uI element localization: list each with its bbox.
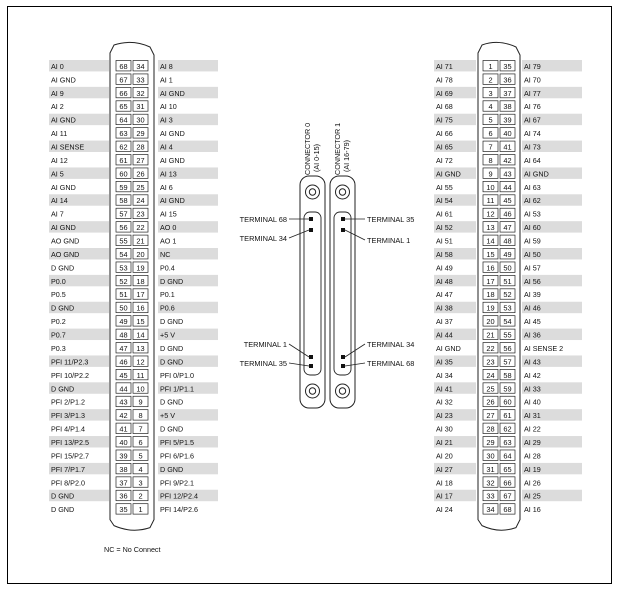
connector0-signal-right: P0.1 [160, 290, 175, 300]
connector0-pin-number: 22 [136, 223, 145, 233]
connector1-signal-right: AI 77 [524, 88, 541, 98]
connector0-signal-left: AO GND [51, 249, 80, 259]
connector0-pin-number: 66 [119, 88, 128, 98]
connector1-pin-number: 36 [503, 75, 512, 85]
connector1-signal-right: AI 74 [524, 129, 541, 139]
connector0-signal-left: AI SENSE [51, 142, 85, 152]
connector1-pin-number: 20 [486, 317, 495, 327]
connector1-pin-number: 26 [486, 397, 495, 407]
connector1-signal-left: AI 20 [436, 451, 453, 461]
connector1-signal-left: AI 49 [436, 263, 453, 273]
connector1-pin-number: 19 [486, 303, 495, 313]
connector1-signal-right: AI 70 [524, 75, 541, 85]
connector0-signal-left: AI 9 [51, 88, 64, 98]
connector1-pin-number: 53 [503, 303, 512, 313]
connector0-signal-left: AI 12 [51, 155, 68, 165]
connector1-signal-right: AI 36 [524, 330, 541, 340]
connector1-signal-left: AI 24 [436, 505, 453, 515]
connector0-signal-right: AI GND [160, 196, 185, 206]
connector1-pin-number: 9 [488, 169, 493, 179]
connector0-pin-number: 26 [136, 169, 145, 179]
connector1-signal-right: AI 56 [524, 276, 541, 286]
connector1-signal-right: AI 60 [524, 223, 541, 233]
connector0-signal-right: P0.6 [160, 303, 175, 313]
connector0-signal-left: P0.0 [51, 276, 66, 286]
connector0-pin-number: 24 [136, 196, 145, 206]
connector0-pin-number: 64 [119, 115, 128, 125]
connector1-pin-number: 56 [503, 343, 512, 353]
connector1-signal-left: AI 66 [436, 129, 453, 139]
connector0-pin-number: 40 [119, 437, 128, 447]
connector1-pin-number: 18 [486, 290, 495, 300]
connector0-signal-right: AI 1 [160, 75, 173, 85]
connector0-pin-number: 10 [136, 384, 145, 394]
connector0-signal-right: AI 4 [160, 142, 173, 152]
connector1-signal-left: AI 37 [436, 317, 453, 327]
connector0-pin-number: 19 [136, 263, 145, 273]
connector1-signal-left: AI 75 [436, 115, 453, 125]
connector0-pin-number: 11 [136, 370, 145, 380]
connector0-signal-left: D GND [51, 384, 75, 394]
connector0-pin-number: 6 [138, 437, 143, 447]
connector1-pin-number: 21 [486, 330, 495, 340]
connector1-pin-number: 47 [503, 223, 512, 233]
connector0-pin-number: 38 [119, 464, 128, 474]
connector0-signal-right: AI 6 [160, 182, 173, 192]
connector1-signal-right: AI 26 [524, 478, 541, 488]
connector0-pin-number: 61 [119, 155, 128, 165]
connector0-pin-number: 63 [119, 129, 128, 139]
connector1-pin-number: 33 [486, 491, 495, 501]
connector0-signal-left: P0.3 [51, 343, 66, 353]
connector1-signal-left: AI 34 [436, 370, 453, 380]
connector1-pin-number: 22 [486, 343, 495, 353]
terminal-34-left-label: TERMINAL 34 [239, 234, 287, 243]
connector0-pin-number: 21 [136, 236, 145, 246]
connector0-signal-left: D GND [51, 491, 75, 501]
connector1-signal-left: AI 55 [436, 182, 453, 192]
connector1-pin-number: 40 [503, 129, 512, 139]
connector0-pin-number: 12 [136, 357, 145, 367]
connector0-pin-number: 32 [136, 88, 145, 98]
connector0-pin-number: 20 [136, 249, 145, 259]
connector0-signal-left: AI GND [51, 223, 76, 233]
connector0-pin-number: 55 [119, 236, 128, 246]
connector1-pin-number: 35 [503, 61, 512, 71]
connector1-pin-number: 60 [503, 397, 512, 407]
connector1-signal-right: AI 33 [524, 384, 541, 394]
connector1-pin-number: 7 [488, 142, 493, 152]
connector0-signal-right: PFI 9/P2.1 [160, 478, 194, 488]
connector0-pin-number: 57 [119, 209, 128, 219]
connector0-signal-right: AI 13 [160, 169, 177, 179]
connector1-signal-left: AI 71 [436, 61, 453, 71]
connector0-signal-left: PFI 2/P1.2 [51, 397, 85, 407]
connector1-pin-number: 55 [503, 330, 512, 340]
connector1-pin-number: 5 [488, 115, 493, 125]
connector1-pin-number: 57 [503, 357, 512, 367]
connector0-pin-number: 43 [119, 397, 128, 407]
connector0-signal-right: AI GND [160, 155, 185, 165]
connector0-signal-left: AI GND [51, 182, 76, 192]
connector1-signal-left: AI 18 [436, 478, 453, 488]
connector0-pin-number: 16 [136, 303, 145, 313]
connector0-signal-left: D GND [51, 263, 75, 273]
connector0-signal-left: P0.5 [51, 290, 66, 300]
connector0-signal-right: PFI 6/P1.6 [160, 451, 194, 461]
connector1-pin-number: 29 [486, 437, 495, 447]
connector0-signal-right: D GND [160, 357, 184, 367]
connector-1-label: CONNECTOR 1 [333, 122, 342, 175]
connector1-pin-number: 62 [503, 424, 512, 434]
connector0-pin-number: 1 [138, 505, 143, 515]
connector-0-label: CONNECTOR 0 [303, 122, 312, 175]
connector1-pin-number: 28 [486, 424, 495, 434]
connector1-signal-right: AI 62 [524, 196, 541, 206]
connector1-signal-left: AI 32 [436, 397, 453, 407]
connector0-signal-left: D GND [51, 505, 75, 515]
connector0-pin-number: 65 [119, 102, 128, 112]
connector1-signal-right: AI 19 [524, 464, 541, 474]
connector0-pin-number: 2 [138, 491, 143, 501]
connector1-signal-right: AI 25 [524, 491, 541, 501]
connector0-pin-number: 62 [119, 142, 128, 152]
connector0-signal-left: AI 11 [51, 129, 68, 139]
connector1-signal-right: AI 73 [524, 142, 541, 152]
connector1-signal-right: AI GND [524, 169, 549, 179]
connector0-pin-number: 27 [136, 155, 145, 165]
connector1-pin-number: 68 [503, 505, 512, 515]
connector0-signal-left: P0.7 [51, 330, 66, 340]
connector0-signal-right: D GND [160, 397, 184, 407]
connector1-signal-left: AI 68 [436, 102, 453, 112]
connector1-signal-left: AI 72 [436, 155, 453, 165]
connector0-pin-number: 54 [119, 249, 128, 259]
connector0-signal-left: AI 14 [51, 196, 68, 206]
connector1-signal-left: AI 52 [436, 223, 453, 233]
connector0-signal-left: P0.2 [51, 317, 66, 327]
connector0-signal-right: AO 1 [160, 236, 177, 246]
connector0-pin-number: 5 [138, 451, 143, 461]
connector1-pin-number: 30 [486, 451, 495, 461]
connector1-signal-right: AI 31 [524, 411, 541, 421]
connector0-pin-number: 23 [136, 209, 145, 219]
connector0-pin-number: 8 [138, 411, 143, 421]
connector0-pin-number: 35 [119, 505, 128, 515]
connector0-signal-left: PFI 10/P2.2 [51, 370, 89, 380]
connector0-pin-number: 3 [138, 478, 143, 488]
connector1-pin-number: 67 [503, 491, 512, 501]
connector0-signal-right: +5 V [160, 411, 175, 421]
connector1-signal-left: AI 17 [436, 491, 453, 501]
connector1-pin-number: 4 [488, 102, 493, 112]
connector0-pin-number: 13 [136, 343, 145, 353]
connector0-signal-right: PFI 14/P2.6 [160, 505, 198, 515]
connector0-pin-number: 67 [119, 75, 128, 85]
connector0-signal-left: AI 2 [51, 102, 64, 112]
connector0-pin-number: 52 [119, 276, 128, 286]
connector0-signal-right: PFI 0/P1.0 [160, 370, 194, 380]
connector0-signal-right: D GND [160, 276, 184, 286]
connector1-signal-left: AI 51 [436, 236, 453, 246]
connector1-pin-number: 63 [503, 437, 512, 447]
connector0-pin-number: 58 [119, 196, 128, 206]
connector1-pin-number: 51 [503, 276, 512, 286]
connector0-signal-left: AI 0 [51, 61, 64, 71]
footnote: NC = No Connect [104, 545, 161, 554]
connector0-signal-left: AI 7 [51, 209, 64, 219]
connector0-pin-number: 48 [119, 330, 128, 340]
terminal-68-label: TERMINAL 68 [239, 215, 287, 224]
connector1-signal-left: AI 41 [436, 384, 453, 394]
connector0-signal-left: PFI 4/P1.4 [51, 424, 85, 434]
connector1-signal-right: AI 67 [524, 115, 541, 125]
connector1-pin-number: 23 [486, 357, 495, 367]
connector1-signal-right: AI 39 [524, 290, 541, 300]
connector1-pin-number: 50 [503, 263, 512, 273]
connector1-signal-right: AI 46 [524, 303, 541, 313]
connector1-pin-number: 42 [503, 155, 512, 165]
connector1-pin-number: 31 [486, 464, 495, 474]
connector1-pin-number: 11 [486, 196, 495, 206]
connector0-pin-number: 46 [119, 357, 128, 367]
connector1-pin-number: 38 [503, 102, 512, 112]
connector1-pin-number: 39 [503, 115, 512, 125]
connector0-signal-left: PFI 15/P2.7 [51, 451, 89, 461]
connector1-signal-right: AI 63 [524, 182, 541, 192]
connector0-pin-number: 42 [119, 411, 128, 421]
connector0-pin-number: 47 [119, 343, 128, 353]
connector0-pin-number: 34 [136, 61, 145, 71]
connector1-signal-left: AI 21 [436, 437, 453, 447]
connector0-pin-number: 49 [119, 317, 128, 327]
connector1-pin-number: 66 [503, 478, 512, 488]
connector0-pin-number: 37 [119, 478, 128, 488]
connector0-pin-number: 36 [119, 491, 128, 501]
connector0-pin-number: 17 [136, 290, 145, 300]
connector1-signal-left: AI 78 [436, 75, 453, 85]
connector1-signal-right: AI 43 [524, 357, 541, 367]
connector0-signal-right: D GND [160, 317, 184, 327]
connector1-pin-number: 43 [503, 169, 512, 179]
connector1-pin-number: 37 [503, 88, 512, 98]
connector1-signal-right: AI 57 [524, 263, 541, 273]
connector0-pin-number: 50 [119, 303, 128, 313]
connector-0-pinout [49, 42, 218, 530]
connector0-pin-number: 44 [119, 384, 128, 394]
connector0-pin-number: 68 [119, 61, 128, 71]
connector0-signal-left: D GND [51, 303, 75, 313]
connector1-signal-right: AI 53 [524, 209, 541, 219]
terminal-35-left-label: TERMINAL 35 [239, 359, 287, 368]
connector1-signal-left: AI GND [436, 343, 461, 353]
connector0-signal-right: P0.4 [160, 263, 175, 273]
connector0-pin-number: 60 [119, 169, 128, 179]
connector0-pin-number: 14 [136, 330, 145, 340]
connector0-signal-right: +5 V [160, 330, 175, 340]
connector1-signal-right: AI SENSE 2 [524, 343, 564, 353]
connector1-signal-left: AI GND [436, 169, 461, 179]
connector0-pin-number: 31 [136, 102, 145, 112]
connector1-signal-right: AI 59 [524, 236, 541, 246]
connector0-signal-left: PFI 13/P2.5 [51, 437, 89, 447]
connector0-pin-number: 15 [136, 317, 145, 327]
connector1-pin-number: 13 [486, 223, 495, 233]
connector1-signal-left: AI 54 [436, 196, 453, 206]
connector0-signal-right: PFI 5/P1.5 [160, 437, 194, 447]
connector0-pin-number: 59 [119, 182, 128, 192]
terminal-1-right-label: TERMINAL 1 [367, 236, 411, 245]
connector0-signal-right: AI 10 [160, 102, 177, 112]
connector1-pin-number: 14 [486, 236, 495, 246]
connector0-signal-right: AI GND [160, 129, 185, 139]
connector1-signal-right: AI 50 [524, 249, 541, 259]
connector1-pin-number: 52 [503, 290, 512, 300]
connector1-pin-number: 8 [488, 155, 493, 165]
terminal-35-right-label: TERMINAL 35 [367, 215, 415, 224]
connector1-pin-number: 27 [486, 411, 495, 421]
connector0-signal-left: AI 5 [51, 169, 64, 179]
connector0-pin-number: 53 [119, 263, 128, 273]
connector1-signal-right: AI 28 [524, 451, 541, 461]
connector1-signal-left: AI 38 [436, 303, 453, 313]
connector0-signal-right: NC [160, 249, 171, 259]
cable-drawing [240, 123, 415, 408]
connector0-signal-right: AI 8 [160, 61, 173, 71]
connector1-pin-number: 64 [503, 451, 512, 461]
connector1-signal-left: AI 35 [436, 357, 453, 367]
terminal-34-right-label: TERMINAL 34 [367, 340, 415, 349]
connector1-signal-left: AI 23 [436, 411, 453, 421]
connector1-pin-number: 25 [486, 384, 495, 394]
connector1-pin-number: 24 [486, 370, 495, 380]
terminal-68-right-label: TERMINAL 68 [367, 359, 415, 368]
connector0-pin-number: 41 [119, 424, 128, 434]
connector0-pin-number: 25 [136, 182, 145, 192]
connector0-signal-right: PFI 1/P1.1 [160, 384, 194, 394]
connector1-pin-number: 32 [486, 478, 495, 488]
connector1-pin-number: 49 [503, 249, 512, 259]
connector1-signal-left: AI 44 [436, 330, 453, 340]
connector1-pin-number: 2 [488, 75, 493, 85]
connector1-signal-left: AI 48 [436, 276, 453, 286]
connector0-pin-number: 56 [119, 223, 128, 233]
connector1-pin-number: 15 [486, 249, 495, 259]
connector-0-range: (AI 0-15) [312, 144, 321, 172]
connector1-pin-number: 54 [503, 317, 512, 327]
connector1-signal-left: AI 47 [436, 290, 453, 300]
connector-1-pinout [434, 42, 582, 530]
connector0-signal-left: PFI 11/P2.3 [51, 357, 89, 367]
connector1-pin-number: 59 [503, 384, 512, 394]
connector0-signal-right: D GND [160, 343, 184, 353]
connector0-signal-right: AI 15 [160, 209, 177, 219]
connector0-signal-left: PFI 3/P1.3 [51, 411, 85, 421]
connector0-pin-number: 45 [119, 370, 128, 380]
connector0-signal-right: AI GND [160, 88, 185, 98]
connector1-pin-number: 12 [486, 209, 495, 219]
connector0-pin-number: 30 [136, 115, 145, 125]
connector0-pin-number: 29 [136, 129, 145, 139]
connector0-pin-number: 4 [138, 464, 143, 474]
connector1-signal-right: AI 79 [524, 61, 541, 71]
connector1-pin-number: 16 [486, 263, 495, 273]
connector1-pin-number: 58 [503, 370, 512, 380]
connector0-signal-left: AI GND [51, 115, 76, 125]
connector1-pin-number: 1 [488, 61, 493, 71]
connector0-signal-right: PFI 12/P2.4 [160, 491, 198, 501]
connector1-signal-left: AI 30 [436, 424, 453, 434]
connector1-pin-number: 17 [486, 276, 495, 286]
connector1-pin-number: 41 [503, 142, 512, 152]
terminal-1-left-label: TERMINAL 1 [243, 340, 287, 349]
connector1-pin-number: 45 [503, 196, 512, 206]
connector0-pin-number: 7 [138, 424, 143, 434]
connector1-pin-number: 3 [488, 88, 493, 98]
connector1-signal-left: AI 69 [436, 88, 453, 98]
connector0-signal-left: AI GND [51, 75, 76, 85]
connector0-signal-right: D GND [160, 424, 184, 434]
connector1-signal-right: AI 16 [524, 505, 541, 515]
connector0-signal-right: D GND [160, 464, 184, 474]
connector0-signal-right: AO 0 [160, 223, 177, 233]
connector1-pin-number: 48 [503, 236, 512, 246]
connector0-signal-right: AI 3 [160, 115, 173, 125]
connector0-signal-left: PFI 8/P2.0 [51, 478, 85, 488]
connector1-signal-right: AI 76 [524, 102, 541, 112]
connector1-pin-number: 34 [486, 505, 495, 515]
connector1-pin-number: 61 [503, 411, 512, 421]
connector1-signal-right: AI 45 [524, 317, 541, 327]
connector1-signal-left: AI 61 [436, 209, 453, 219]
connector1-pin-number: 65 [503, 464, 512, 474]
connector0-signal-left: AO GND [51, 236, 80, 246]
connector0-pin-number: 51 [119, 290, 128, 300]
connector1-signal-left: AI 58 [436, 249, 453, 259]
connector0-pin-number: 33 [136, 75, 145, 85]
connector0-pin-number: 39 [119, 451, 128, 461]
connector0-pin-number: 28 [136, 142, 145, 152]
connector0-pin-number: 18 [136, 276, 145, 286]
connector1-signal-right: AI 42 [524, 370, 541, 380]
connector1-signal-right: AI 22 [524, 424, 541, 434]
connector-1-range: (AI 16-79) [342, 140, 351, 172]
connector1-signal-right: AI 64 [524, 155, 541, 165]
connector1-signal-right: AI 29 [524, 437, 541, 447]
connector1-signal-left: AI 65 [436, 142, 453, 152]
connector0-signal-left: PFI 7/P1.7 [51, 464, 85, 474]
connector1-signal-left: AI 27 [436, 464, 453, 474]
connector1-pin-number: 6 [488, 129, 493, 139]
connector1-pin-number: 10 [486, 182, 495, 192]
connector1-pin-number: 46 [503, 209, 512, 219]
connector0-pin-number: 9 [138, 397, 143, 407]
connector1-signal-right: AI 40 [524, 397, 541, 407]
connector1-pin-number: 44 [503, 182, 512, 192]
